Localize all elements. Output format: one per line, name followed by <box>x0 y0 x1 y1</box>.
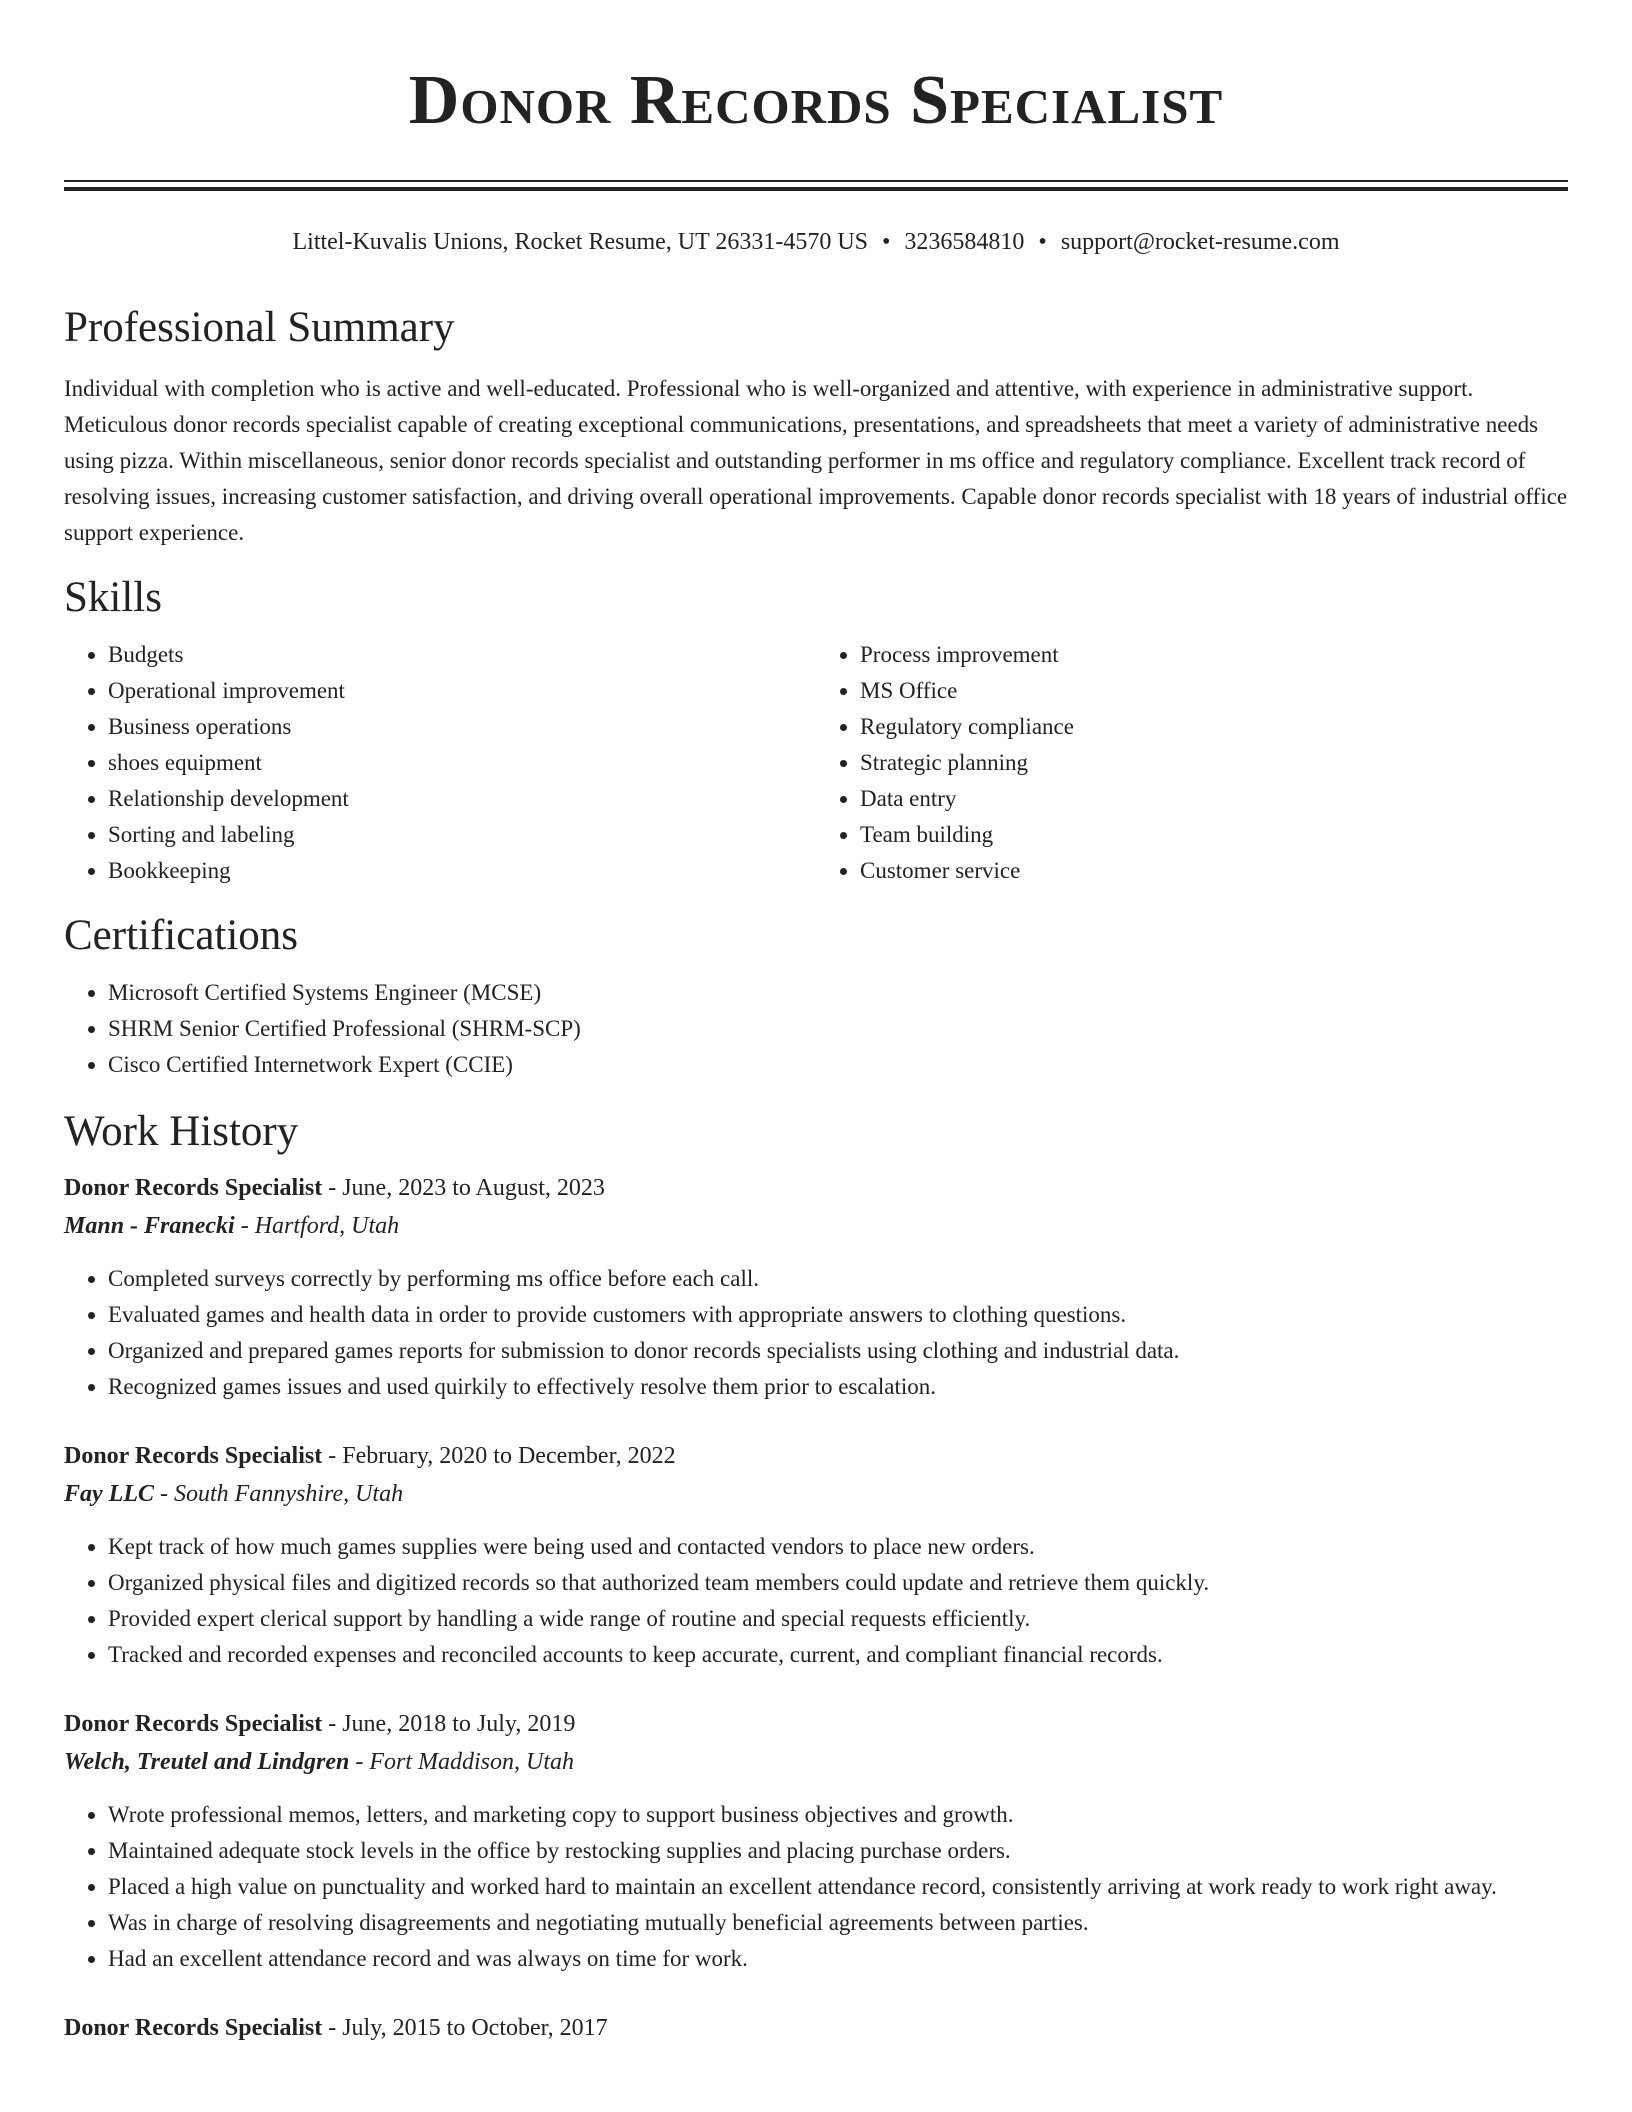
job-entry <box>64 1169 1568 1405</box>
job-dates: July, 2015 to October, 2017 <box>342 2015 608 2041</box>
skills-heading: Skills <box>64 574 162 621</box>
title-divider <box>64 180 1568 191</box>
job-bullets <box>64 1529 1568 1673</box>
summary-text: Individual with completion who is active and well-educated. Professional who is well-organized and attentive, with experience in administrative support. Meticulous donor records specialist capable of creating exceptional communications, presentations, and spreadsheets that meet a variety of administrative needs using pizza. Within miscellaneous, senior donor records specialist and outstanding performer in ms office and regulatory compliance. Excellent track record of resolving issues, increasing customer satisfaction, and driving overall operational improvements. Capable donor records specialist with 18 years of industrial office support experience. <box>64 376 1568 545</box>
skill-item: • Operational improvement <box>108 673 816 709</box>
contact-line <box>64 227 1568 257</box>
job-bullets <box>64 1797 1568 1977</box>
job-title: Donor Records Specialist <box>64 1443 323 1469</box>
job-company-line <box>64 1207 1568 1245</box>
job-bullet: • Provided expert clerical support by handling a wide range of routine and special requests efficiently. <box>108 1601 1568 1637</box>
skill-item: • Regulatory compliance <box>860 709 1568 745</box>
skill-item: • Team building <box>860 817 1568 853</box>
job-dash: - <box>154 1481 174 1507</box>
job-dash: - <box>234 1213 255 1239</box>
job-bullet: • Maintained adequate stock levels in the office by restocking supplies and placing purchase orders. <box>108 1833 1568 1869</box>
skill-item: • Relationship development <box>108 781 816 817</box>
contact-separator: • <box>1038 229 1047 255</box>
job-bullet: • Recognized games issues and used quirkily to effectively resolve them prior to escalation. <box>108 1369 1568 1405</box>
job-title: Donor Records Specialist <box>64 2015 323 2041</box>
skill-item: • Process improvement <box>860 637 1568 673</box>
job-location: Fort Maddison, Utah <box>369 1749 575 1775</box>
job-company: Mann - Franecki <box>64 1213 235 1239</box>
skill-item: • Bookkeeping <box>108 853 816 889</box>
job-bullet: • Evaluated games and health data in order to provide customers with appropriate answers to clothing questions. <box>108 1297 1568 1333</box>
job-location: South Fannyshire, Utah <box>174 1481 404 1507</box>
job-dash: - <box>322 1443 343 1469</box>
job-dash: - <box>349 1749 370 1775</box>
job-bullet: • Wrote professional memos, letters, and marketing copy to support business objectives and growth. <box>108 1797 1568 1833</box>
job-company: Welch, Treutel and Lindgren <box>64 1749 350 1775</box>
certification-item: • Microsoft Certified Systems Engineer (MCSE) <box>108 975 1568 1011</box>
certification-item: • SHRM Senior Certified Professional (SHRM-SCP) <box>108 1011 1568 1047</box>
contact-phone: 3236584810 <box>904 229 1025 255</box>
job-bullet: • Organized and prepared games reports for submission to donor records specialists using clothing and industrial data. <box>108 1333 1568 1369</box>
skill-item: • Budgets <box>108 637 816 673</box>
job-bullet: • Had an excellent attendance record and was always on time for work. <box>108 1941 1568 1977</box>
job-location: Hartford, Utah <box>254 1213 400 1239</box>
skills-list-left <box>64 637 816 889</box>
job-entry <box>64 1705 1568 1977</box>
job-bullet: • Tracked and recorded expenses and reconciled accounts to keep accurate, current, and compliant financial records. <box>108 1637 1568 1673</box>
job-bullet: • Placed a high value on punctuality and worked hard to maintain an excellent attendance record, consistently arriving at work ready to work right away. <box>108 1869 1568 1905</box>
certification-item: • Cisco Certified Internetwork Expert (CCIE) <box>108 1047 1568 1083</box>
skill-item: • Strategic planning <box>860 745 1568 781</box>
job-title: Donor Records Specialist <box>64 1175 323 1201</box>
job-dates: February, 2020 to December, 2022 <box>342 1443 676 1469</box>
job-title-line <box>64 2009 1568 2047</box>
contact-address: Littel-Kuvalis Unions, Rocket Resume, UT 26331-4570 US <box>292 229 868 255</box>
job-entry <box>64 2009 1568 2047</box>
job-dash: - <box>322 1175 343 1201</box>
certifications-heading: Certifications <box>64 912 299 959</box>
skills-list-right <box>816 637 1568 889</box>
job-dash: - <box>322 1711 343 1737</box>
job-title-line <box>64 1705 1568 1743</box>
job-bullet: • Completed surveys correctly by performing ms office before each call. <box>108 1261 1568 1297</box>
certifications-list <box>64 975 1568 1083</box>
job-entry <box>64 1437 1568 1673</box>
skill-item: • Data entry <box>860 781 1568 817</box>
job-title: Donor Records Specialist <box>64 1711 323 1737</box>
contact-separator: • <box>882 229 891 255</box>
summary-heading: Professional Summary <box>64 304 455 351</box>
skill-item: • Business operations <box>108 709 816 745</box>
skill-item: • Customer service <box>860 853 1568 889</box>
job-bullet: • Kept track of how much games supplies were being used and contacted vendors to place new orders. <box>108 1529 1568 1565</box>
job-title-line <box>64 1437 1568 1475</box>
job-dates: June, 2018 to July, 2019 <box>342 1711 576 1737</box>
job-title-line <box>64 1169 1568 1207</box>
job-company-line <box>64 1475 1568 1513</box>
job-company: Fay LLC <box>64 1481 154 1507</box>
contact-email: support@rocket-resume.com <box>1060 229 1340 255</box>
job-company-line <box>64 1743 1568 1781</box>
skill-item: • shoes equipment <box>108 745 816 781</box>
job-dates: June, 2023 to August, 2023 <box>342 1175 605 1201</box>
job-bullets <box>64 1261 1568 1405</box>
skill-item: • Sorting and labeling <box>108 817 816 853</box>
resume-title: Donor Records Specialist <box>408 62 1224 139</box>
skills-columns <box>64 637 1568 889</box>
work-history-heading: Work History <box>64 1108 299 1155</box>
job-dash: - <box>322 2015 343 2041</box>
job-bullet: • Was in charge of resolving disagreements and negotiating mutually beneficial agreements between parties. <box>108 1905 1568 1941</box>
job-bullet: • Organized physical files and digitized records so that authorized team members could update and retrieve them quickly. <box>108 1565 1568 1601</box>
skill-item: • MS Office <box>860 673 1568 709</box>
